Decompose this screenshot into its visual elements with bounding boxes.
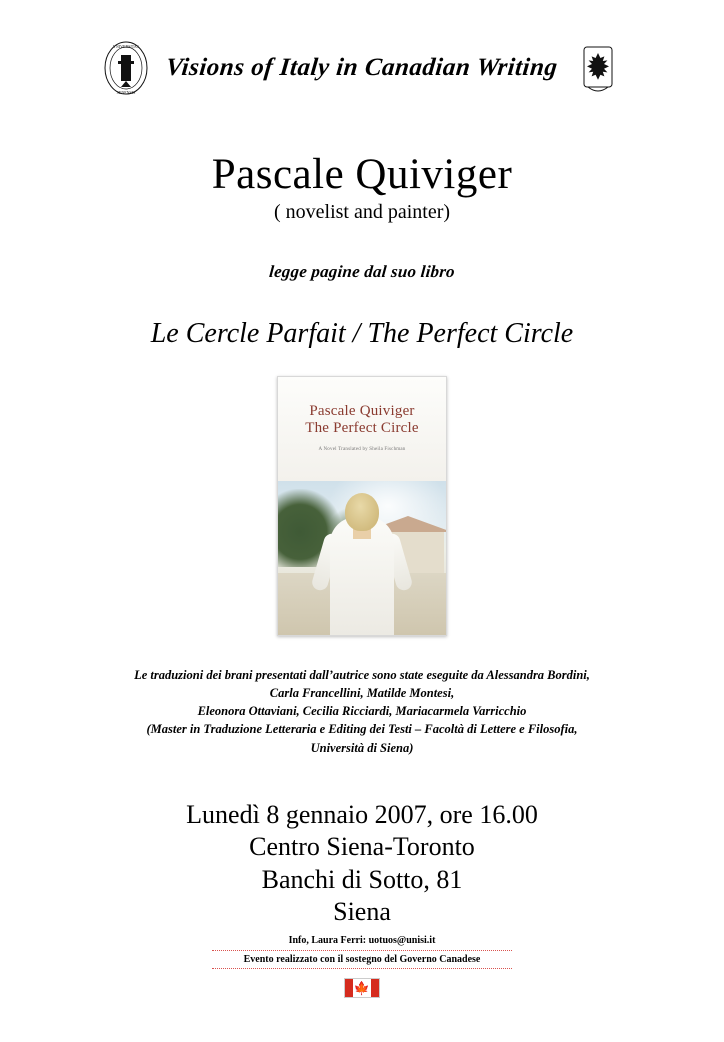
translators-line: Università di Siena) <box>310 740 414 755</box>
support-note: Evento realizzato con il sostegno del Governo Canadese <box>243 954 481 965</box>
translators-line: Le traduzioni dei brani presentati dall’autrice sono state eseguite da Alessandra Bordini, <box>134 668 590 682</box>
poster-header <box>0 18 724 118</box>
event-venue: Centro Siena-Toronto <box>249 832 475 862</box>
event-address: Banchi di Sotto, 81 <box>261 864 463 894</box>
translators-line: Eleonora Ottaviani, Cecilia Ricciardi, Mariacarmela Varricchio <box>197 704 527 719</box>
book-cover-image <box>277 376 447 636</box>
author-role: ( novelist and painter) <box>273 201 451 223</box>
poster-footer <box>0 935 724 998</box>
book-title: Le Cercle Parfait / The Perfect Circle <box>150 318 574 349</box>
cover-author: Pascale Quiviger <box>309 403 415 419</box>
divider-bottom <box>212 968 512 969</box>
svg-text:VNIVERSITAS: VNIVERSITAS <box>113 44 140 49</box>
event-city: Siena <box>333 897 391 927</box>
photo-figure-head <box>345 493 379 531</box>
divider-top <box>212 950 512 951</box>
cover-subtitle: A Novel Translated by Sheila Fischman <box>318 447 406 452</box>
cover-photo <box>278 481 446 635</box>
university-seal-icon <box>100 39 152 97</box>
flag-bar-left <box>345 979 353 997</box>
translators-credit <box>0 666 724 757</box>
poster-page <box>0 18 724 1042</box>
flag-bar-right <box>371 979 379 997</box>
translators-line: (Master in Traduzione Letteraria e Editing dei Testi – Facoltà di Lettere e Filosofia, <box>146 722 578 737</box>
event-details <box>0 799 724 929</box>
canada-seal-icon <box>572 39 624 97</box>
canadian-flag-icon <box>344 978 380 998</box>
event-datetime: Lunedì 8 gennaio 2007, ore 16.00 <box>186 799 538 829</box>
book-cover-container <box>0 376 724 636</box>
contact-info[interactable]: Info, Laura Ferri: uotuos@unisi.it <box>288 935 436 946</box>
cover-text <box>278 403 446 438</box>
poster-banner-title: Visions of Italy in Canadian Writing <box>164 54 560 81</box>
reads-from-book-line: legge pagine dal suo libro <box>268 262 456 281</box>
svg-text:SENENSIS: SENENSIS <box>116 90 136 95</box>
maple-leaf-icon: 🍁 <box>353 980 371 996</box>
cover-title-text: The Perfect Circle <box>305 420 419 437</box>
translators-line: Carla Francellini, Matilde Montesi, <box>269 686 455 701</box>
author-name: Pascale Quiviger <box>211 151 513 198</box>
